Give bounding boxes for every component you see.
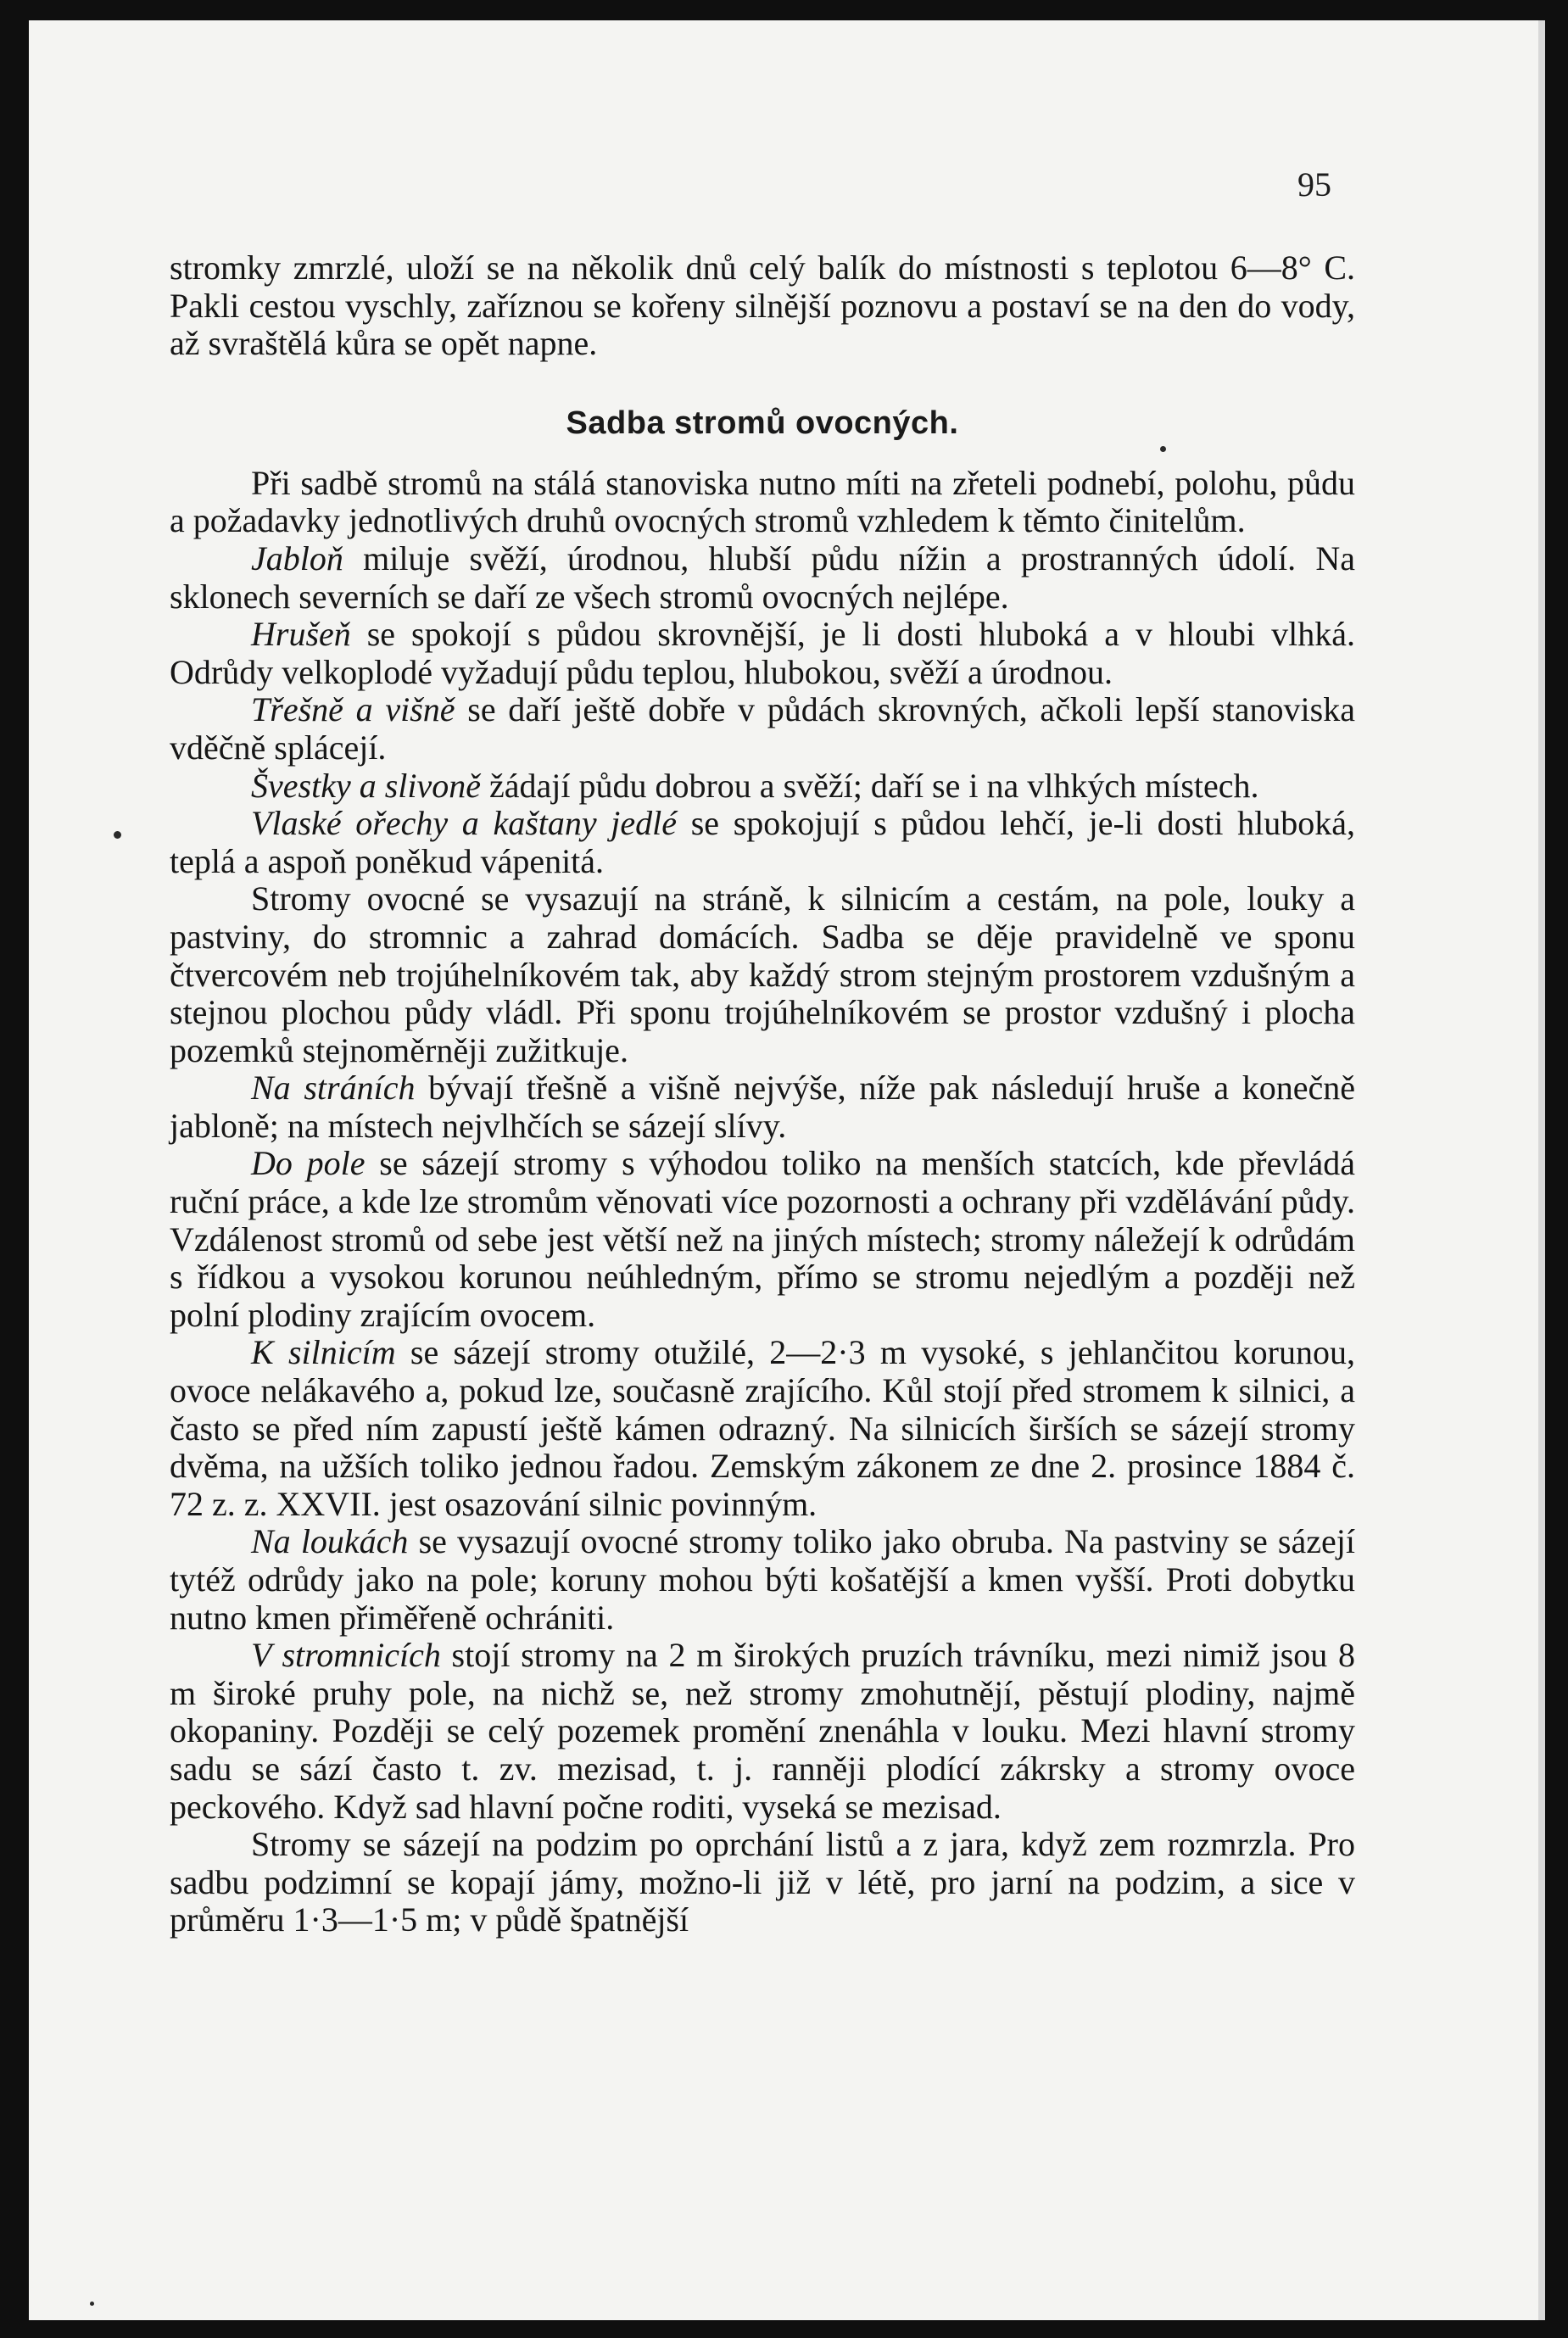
term-italic: K silnicím: [251, 1333, 396, 1372]
paragraph: [170, 805, 1355, 880]
paragraph: [170, 1637, 1355, 1826]
term-italic: V stromnicích: [251, 1636, 441, 1675]
paragraph: [170, 1523, 1355, 1637]
term-italic: Na loukách: [251, 1522, 409, 1561]
text-column: [170, 249, 1355, 1939]
paragraph-text: Při sadbě stromů na stálá stanoviska nutno míti na zřeteli podnebí, polohu, půdu a požadavky jednotlivých druhů ovocných stromů vzhledem k těmto činitelům.: [170, 463, 1355, 540]
paragraph: [170, 880, 1355, 1069]
paragraph-text: žádají půdu dobrou a svěží; daří se i na vlhkých místech.: [481, 766, 1259, 805]
scan-speck: [90, 2302, 94, 2306]
paragraph-text: se spokojí s půdou skrovnější, je li dosti hluboká a v hloubi vlhká. Odrůdy velkoplodé vyžadují půdu teplou, hlubokou, svěží a úrodnou.: [170, 615, 1355, 691]
paragraph-text: miluje svěží, úrodnou, hlubší půdu nížin a prostranných údolí. Na sklonech severních se daří ze všech stromů ovocných nejlépe.: [170, 538, 1355, 616]
paragraph-text: se sázejí stromy otužilé, 2—2·3 m vysoké, s jehlančitou korunou, ovoce nelákavého a, pokud lze, současně zrajícího. Kůl stojí před stromem k silnici, a často se před ním zapustí ještě kámen odrazný. Na silnicích širších se sázejí stromy dvěma, na užších toliko jednou řadou. Zemským zákonem ze dne 2. prosince 1884 č. 72 z. z. XXVII. jest osazování silnic povinným.: [170, 1333, 1355, 1523]
book-page: [29, 20, 1545, 2320]
paragraph-text: se spokojují s půdou lehčí, je-li dosti hluboká, teplá a aspoň poněkud vápenitá.: [170, 804, 1355, 880]
paragraph-text: Stromy se sázejí na podzim po oprchání listů a z jara, když zem rozmrzla. Pro sadbu podzimní se kopají jámy, možno-li již v létě, pro jarní na podzim, a sice v průměru 1·3—1·5 m; v půdě špatnější: [170, 1825, 1355, 1939]
term-italic: Hrušeň: [251, 615, 351, 654]
term-italic: Švestky a slivoně: [251, 766, 481, 805]
paragraph: [170, 1826, 1355, 1939]
paragraph: [170, 1334, 1355, 1523]
paragraph: [170, 465, 1355, 540]
term-italic: Na stráních: [251, 1069, 416, 1108]
paragraph-text: stromky zmrzlé, uloží se na několik dnů celý balík do místnosti s teplotou 6—8° C. Pakli cestou vyschly, zaříznou se kořeny silnější poznovu a postaví se na den do vody, až svraštělá kůra se opět napne.: [170, 248, 1355, 363]
paragraph-text: bývají třešně a višně nejvýše, níže pak následují hruše a konečně jabloně; na místech nejvlhčích se sázejí slívy.: [170, 1069, 1355, 1145]
scan-speck: [1160, 446, 1166, 452]
paragraph-text: Stromy ovocné se vysazují na stráně, k silnicím a cestám, na pole, louky a pastviny, do stromnic a zahrad domácích. Sadba se děje pravidelně ve sponu čtvercovém neb trojúhelníkovém tak, aby každý strom stejným prostorem vzdušným a stejnou plochou půdy vládl. Při sponu trojúhelníkovém se prostor vzdušný i plocha pozemků stejnoměrněji zužitkuje.: [170, 879, 1355, 1069]
paragraph: [170, 540, 1355, 616]
paragraph: [170, 616, 1355, 691]
paragraph-text: se daří ještě dobře v půdách skrovných, ačkoli lepší stanoviska vděčně splácejí.: [170, 690, 1355, 767]
paragraph: [170, 767, 1355, 806]
term-italic: Třešně a višně: [251, 690, 455, 729]
paragraph: [170, 691, 1355, 767]
paragraph: [170, 1069, 1355, 1145]
term-italic: Do pole: [251, 1144, 365, 1183]
scan-speck: [114, 831, 121, 839]
paragraph-continuation: [170, 249, 1355, 363]
paragraph-text: se vysazují ovocné stromy toliko jako obruba. Na pastviny se sázejí tytéž odrůdy jako na pole; koruny mohou býti košatější a kmen vyšší. Proti dobytku nutno kmen přiměřeně ochrániti.: [170, 1522, 1355, 1637]
paragraph-text: stojí stromy na 2 m širokých pruzích trávníku, mezi nimiž jsou 8 m široké pruhy pole, na nichž se, než stromy zmohutnějí, pěstují plodiny, najmě okopaniny. Později se celý pozemek promění znenáhla v louku. Mezi hlavní stromy sadu se sází často t. zv. mezisad, t. j. ranněji plodící zákrsky a stromy ovoce peckového. Když sad hlavní počne roditi, vyseká se mezisad.: [170, 1636, 1356, 1826]
term-italic: Jabloň: [251, 538, 343, 578]
paragraph-text: se sázejí stromy s výhodou toliko na menších statcích, kde převládá ruční práce, a kde lze stromům věnovati více pozornosti a ochrany při vzdělávání půdy. Vzdálenost stromů od sebe jest větší než na jiných místech; stromy náležejí k odrůdám s řídkou a vysokou korunou neúhledným, přímo se stromu nejedlým a později než polní plodiny zrajícím ovocem.: [170, 1144, 1356, 1334]
section-heading: Sadba stromů ovocných.: [566, 405, 959, 441]
term-italic: Vlaské ořechy a kaštany jedlé: [251, 804, 678, 843]
page-number: 95: [1297, 165, 1331, 204]
paragraph: [170, 1145, 1355, 1334]
